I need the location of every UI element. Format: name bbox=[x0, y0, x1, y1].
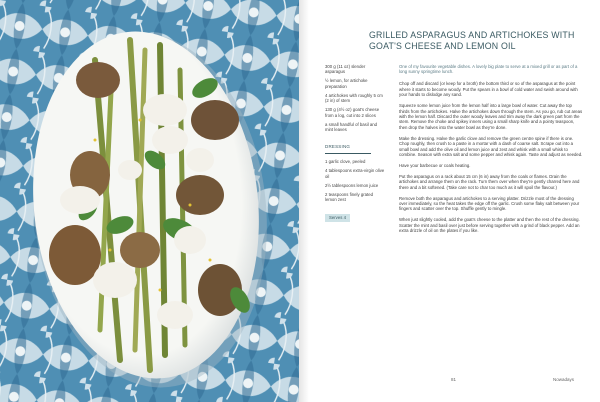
method-step: When just slightly cooled, add the goat's cheese to the platter and then the rest of the dressing. Scatter the mint and basil over just before serving together with a grind of black pepper. Add an extra drizzle of oil on the plates if you like. bbox=[399, 217, 580, 234]
dressing-item: 2½ tablespoons lemon juice bbox=[325, 182, 379, 188]
dish-photo bbox=[0, 0, 299, 402]
section-name: Nowadays bbox=[553, 377, 575, 382]
dressing-item: 4 tablespoons extra-virgin olive oil bbox=[325, 168, 385, 179]
recipe-intro: One of my favourite vegetable dishes. A lovely big plate to serve at a mixed grill or as part of a long sunny springtime lunch. bbox=[399, 64, 578, 75]
method-step: Chop off and discard (or keep for a broth) the bottom third or so of the asparagus at the point where it starts to become woody. Put the spears in a bowl of cold water and swish around with your hands to dislodge any sand. bbox=[399, 81, 578, 98]
dressing-item: 1 garlic clove, peeled bbox=[325, 159, 366, 165]
method-step: Squeeze some lemon juice from the lemon half into a large bowl of water. Cut away the top thirds from the artichokes. Halve the artichokes down through the stem. As you go, rub cut areas with the lemon half. Discard the outer woody leaves and trim away the dark green part from the stem. Remove the choke and spikey inners using a small sharp knife and a pointy teaspoon, then drop the halves into the water bowl as they're done. bbox=[399, 103, 583, 130]
dressing-item: 2 teaspoons finely grated lemon zest bbox=[325, 191, 374, 203]
method-column bbox=[399, 64, 583, 239]
ingredient-item: 300 g (11 oz) slender asparagus bbox=[325, 64, 366, 75]
method-step: Have your barbecue or coals heating. bbox=[399, 162, 471, 168]
page-number: 81 bbox=[451, 377, 457, 382]
dressing-heading: DRESSING bbox=[325, 144, 351, 150]
page-gutter-shadow bbox=[299, 0, 309, 402]
method-step: Make the dressing. Halve the garlic clove and remove the green centre spine if there is one. Chop roughly, then crush to a paste in a mortar with a dash of coarse salt. Scrape out into a small bowl and add the olive oil and lemon juice and zest and whisk with a small whisk to combine. Season with extra salt and some pepper and whisk again. Taste and adjust as needed. bbox=[399, 135, 583, 158]
ingredients-column bbox=[325, 64, 385, 224]
recipe-title: GRILLED ASPARAGUS AND ARTICHOKES WITH GOAT'S CHEESE AND LEMON OIL bbox=[369, 30, 575, 51]
ingredient-item: a small handful of basil and mint leaves bbox=[325, 121, 378, 133]
ingredient-item: 4 artichokes with roughly 5 cm (2 in) of stem bbox=[325, 92, 383, 104]
dressing-rule bbox=[325, 153, 371, 154]
serves-badge: Serves 4 bbox=[325, 214, 350, 222]
recipe-page bbox=[299, 0, 600, 402]
ingredient-item: 130 g (4½ oz) goat's cheese from a log, cut into 2 slices bbox=[325, 107, 380, 118]
method-step: Put the asparagus on a rack about 15 cm (6 in) away from the coals or flames. Drain the artichokes and arrange them on the rack. Turn them over when they're gently charred here and there and a bit softened. (Take care not to char too much as it will spoil the flavour.) bbox=[399, 173, 580, 190]
dish-illustration bbox=[0, 0, 299, 402]
method-step: Remove both the asparagus and artichokes to a serving platter. Drizzle most of the dressing over immediately, so the heat takes the edge off the garlic. Crush some flaky salt between your fingers and scatter over the top. Shuffle gently to mingle. bbox=[399, 195, 580, 212]
ingredient-item: ½ lemon, for artichoke preparation bbox=[325, 78, 368, 89]
